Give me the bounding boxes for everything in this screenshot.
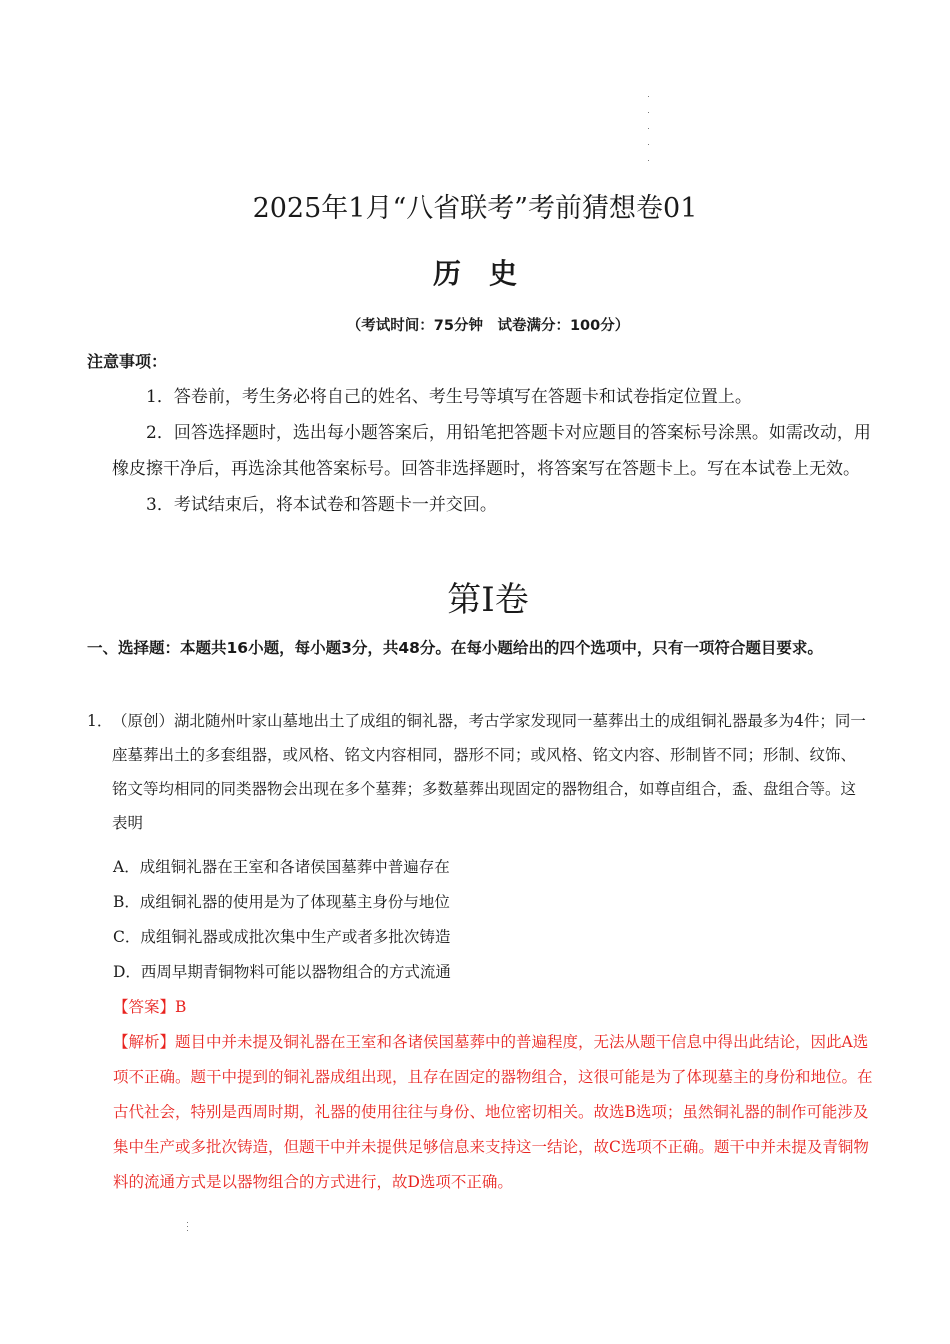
binding-dots-top [648, 96, 650, 176]
option-d: D．西周早期青铜物料可能以器物组合的方式流通 [113, 963, 451, 981]
question-stem: （原创）湖北随州叶家山墓地出土了成组的铜礼器，考古学家发现同一墓葬出土的成组铜礼器最多为4件；同一座墓葬出土的多套组器，或风格、铭文内容相同，器形不同；或风格、铭文内容、形制皆不同；形制、纹饰、铭文等均相同的同类器物会出现在多个墓葬；多数墓葬出现固定的器物组合，如尊卣组合，盉、盘组合等。这表明 [112, 712, 866, 832]
volume-title: 第Ⅰ卷 [447, 580, 529, 620]
exam-title: 2025年1月“八省联考”考前猜想卷01 [252, 193, 698, 224]
notice-item-1: 1．答卷前，考生务必将自己的姓名、考生号等填写在答题卡和试卷指定位置上。 [146, 387, 752, 407]
notice-item-3: 3．考试结束后，将本试卷和答题卡一并交回。 [146, 495, 497, 515]
subject-title: 历史 [432, 257, 545, 290]
answer: 【答案】B [113, 998, 187, 1016]
analysis: 【解析】题目中并未提及铜礼器在王室和各诸侯国墓葬中的普遍程度，无法从题干信息中得出此结论，因此A选项不正确。题干中提到的铜礼器成组出现，且存在固定的器物组合，这很可能是为了体现墓主的身份和地位。在古代社会，特别是西周时期，礼器的使用往往与身份、地位密切相关。故选B选项；虽然铜礼器的制作可能涉及集中生产或多批次铸造，但题干中并未提供足够信息来支持这一结论，故C选项不正确。题干中并未提及青铜物料的流通方式是以器物组合的方式进行，故D选项不正确。 [113, 1033, 873, 1191]
exam-info: （考试时间：75分钟 试卷满分：100分） [346, 318, 630, 334]
notice-item-2: 2．回答选择题时，选出每小题答案后，用铅笔把答题卡对应题目的答案标号涂黑。如需改动，用橡皮擦干净后，再选涂其他答案标号。回答非选择题时，将答案写在答题卡上。写在本试卷上无效。 [112, 423, 871, 479]
answer-block [113, 990, 873, 1200]
question-1 [87, 704, 869, 840]
option-c: C．成组铜礼器或成批次集中生产或者多批次铸造 [113, 928, 451, 946]
section-heading: 一、选择题：本题共16小题，每小题3分，共48分。在每小题给出的四个选项中，只有一项符合题目要求。 [87, 639, 823, 657]
question-number: 1． [87, 712, 113, 730]
option-b: B．成组铜礼器的使用是为了体现墓主身份与地位 [113, 893, 450, 911]
binding-dots-bottom [187, 1222, 188, 1234]
notice-heading: 注意事项： [87, 352, 168, 371]
question-options [113, 850, 451, 990]
notice-list [112, 379, 872, 523]
option-a: A．成组铜礼器在王室和各诸侯国墓葬中普遍存在 [113, 858, 450, 876]
